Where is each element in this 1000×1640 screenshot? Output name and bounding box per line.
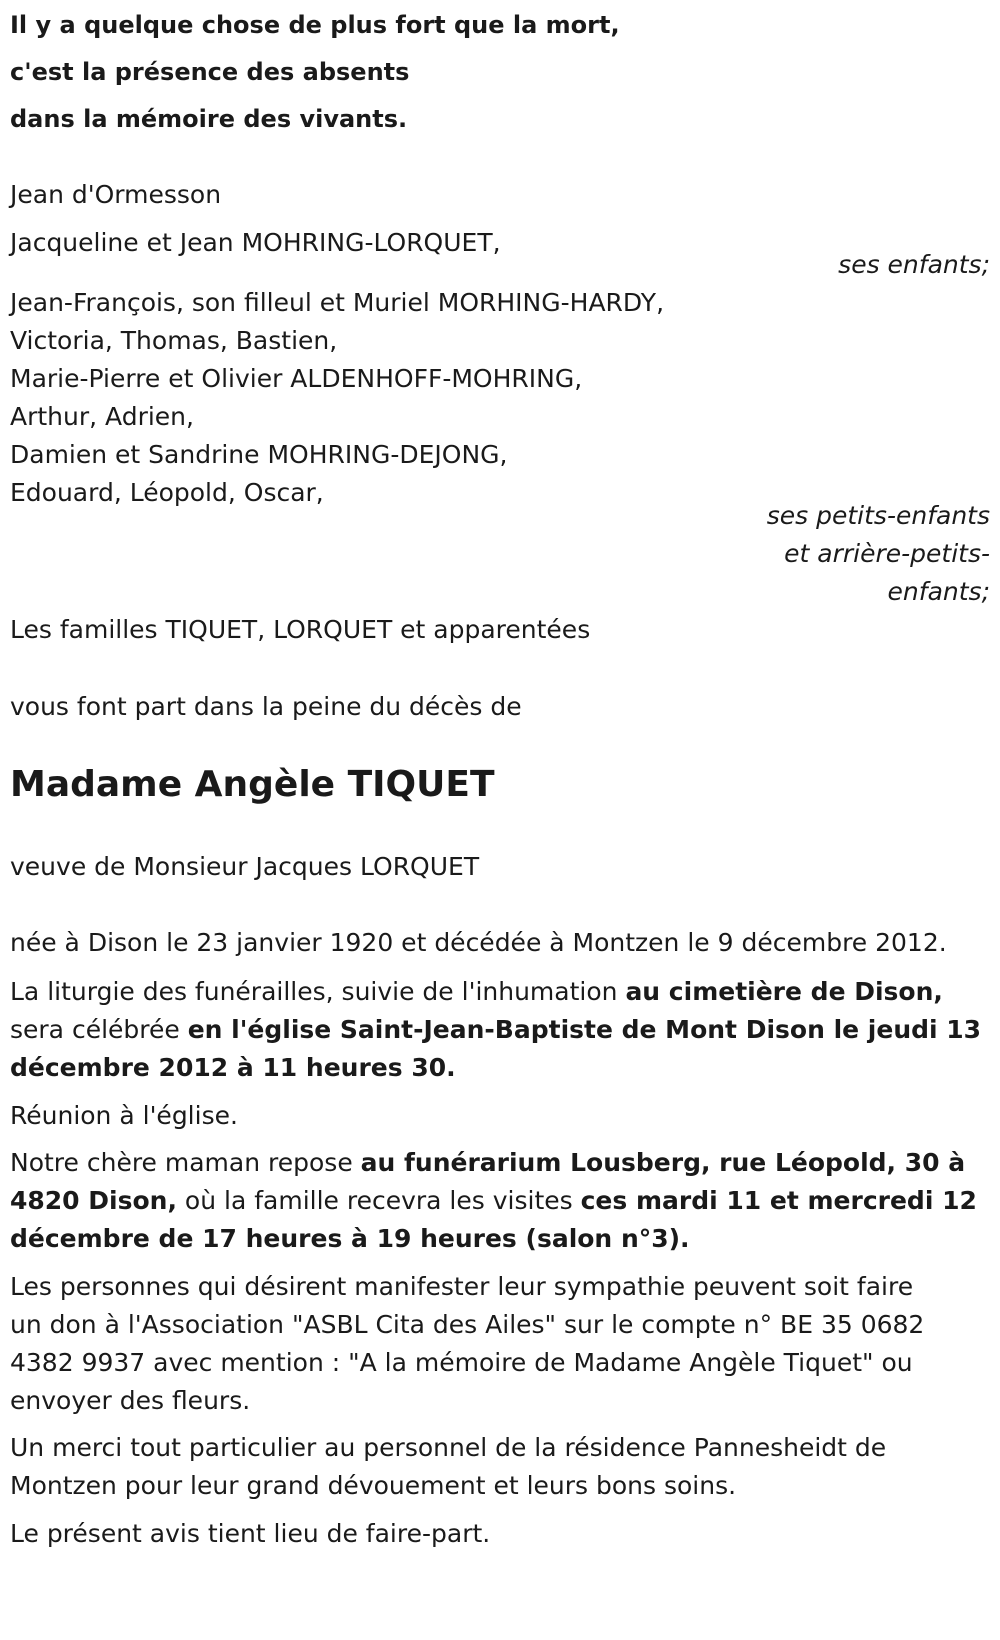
visit-days: ces mardi 11 et mercredi 12 — [580, 1186, 977, 1215]
grandchild-line-2: Victoria, Thomas, Bastien, — [10, 326, 338, 355]
funerarium-line-3 — [10, 1224, 690, 1254]
obituary-page — [10, 0, 990, 1640]
grandchild-line-5: Damien et Sandrine MOHRING-DEJONG, — [10, 440, 508, 469]
grandchild-line-1: Jean-François, son filleul et Muriel MORHING-HARDY, — [10, 288, 665, 317]
funeral-line-3 — [10, 1053, 456, 1083]
quote-line-1: Il y a quelque chose de plus fort que la mort, — [10, 11, 620, 39]
donation-line-2: un don à l'Association "ASBL Cita des Ailes" sur le compte n° BE 35 0682 — [10, 1310, 925, 1339]
funerarium-text-1: Notre chère maman repose — [10, 1148, 361, 1177]
spouse-line: veuve de Monsieur Jacques LORQUET — [10, 852, 480, 881]
funeral-text-1: La liturgie des funérailles, suivie de l'inhumation — [10, 977, 626, 1006]
quote-line-2: c'est la présence des absents — [10, 58, 410, 86]
funeral-cemetery: au cimetière de Dison, — [625, 977, 943, 1006]
children-line: Jacqueline et Jean MOHRING-LORQUET, — [10, 228, 501, 257]
funerarium-address: au funérarium Lousberg, rue Léopold, 30 à — [360, 1148, 966, 1177]
funerarium-text-2: où la famille recevra les visites — [176, 1186, 581, 1215]
grandchild-line-6: Edouard, Léopold, Oscar, — [10, 478, 324, 507]
donation-line-3: 4382 9937 avec mention : "A la mémoire de Madame Angèle Tiquet" ou — [10, 1348, 913, 1377]
quote-line-3: dans la mémoire des vivants. — [10, 105, 408, 133]
grandchild-line-3: Marie-Pierre et Olivier ALDENHOFF-MOHRING, — [10, 364, 583, 393]
families-line: Les familles TIQUET, LORQUET et apparentées — [10, 615, 591, 644]
grandchildren-role-3: enfants; — [887, 577, 990, 606]
funeral-datetime: décembre 2012 à 11 heures 30. — [10, 1053, 456, 1082]
funeral-text-2: sera célébrée — [10, 1015, 188, 1044]
funerarium-city: 4820 Dison, — [10, 1186, 177, 1215]
thanks-line-2: Montzen pour leur grand dévouement et leurs bons soins. — [10, 1471, 737, 1500]
grandchild-line-4: Arthur, Adrien, — [10, 402, 194, 431]
visit-hours: décembre de 17 heures à 19 heures (salon n°3). — [10, 1224, 690, 1253]
funerarium-line-1 — [10, 1148, 965, 1178]
thanks-line-1: Un merci tout particulier au personnel de la résidence Pannesheidt de — [10, 1433, 887, 1462]
funeral-line-1 — [10, 977, 943, 1007]
donation-line-1: Les personnes qui désirent manifester leur sympathie peuvent soit faire — [10, 1272, 914, 1301]
funeral-line-2 — [10, 1015, 981, 1045]
grandchildren-role-1: ses petits-enfants — [766, 501, 990, 530]
birth-death-line: née à Dison le 23 janvier 1920 et décédée à Montzen le 9 décembre 2012. — [10, 928, 947, 957]
announcement-intro: vous font part dans la peine du décès de — [10, 692, 522, 721]
grandchildren-role-2: et arrière-petits- — [784, 539, 990, 568]
children-role: ses enfants; — [838, 250, 990, 279]
deceased-name: Madame Angèle TIQUET — [10, 764, 495, 805]
donation-line-4: envoyer des fleurs. — [10, 1386, 251, 1415]
funerarium-line-2 — [10, 1186, 977, 1216]
funeral-church: en l'église Saint-Jean-Baptiste de Mont Dison le jeudi 13 — [187, 1015, 982, 1044]
reunion-line: Réunion à l'église. — [10, 1101, 238, 1130]
closing-line: Le présent avis tient lieu de faire-part. — [10, 1519, 491, 1548]
quote-author: Jean d'Ormesson — [10, 180, 222, 209]
